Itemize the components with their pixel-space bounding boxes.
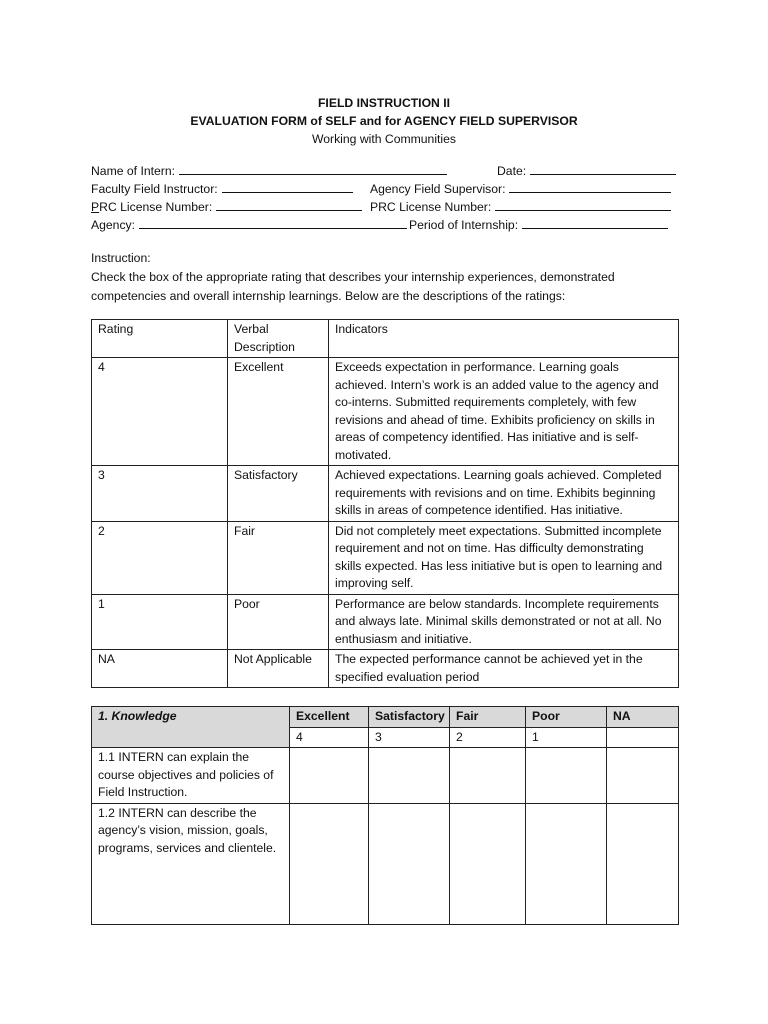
knowledge-item-label: 1.1 INTERN can explain the course objectives and policies of Field Instruction.	[92, 748, 290, 804]
checkbox-poor[interactable]	[526, 748, 607, 804]
checkbox-na[interactable]	[607, 803, 679, 924]
knowledge-item-row	[92, 748, 679, 804]
prc-license-line[interactable]	[216, 198, 362, 211]
rating-table-header-row	[92, 320, 679, 358]
prc-license-2-line[interactable]	[495, 198, 671, 211]
checkbox-excellent[interactable]	[290, 803, 369, 924]
checkbox-satisfactory[interactable]	[369, 748, 450, 804]
score-poor: 1	[526, 727, 607, 748]
score-excellent: 4	[290, 727, 369, 748]
knowledge-evaluation-table	[91, 706, 679, 925]
rating-indicator: Performance are below standards. Incomplete requirements and always late. Minimal skills demonstrated or not at all. No enthusiasm and initiative.	[329, 594, 679, 650]
verbal-description-header: Verbal Description	[228, 320, 329, 358]
prc-license-number-2-field[interactable]	[370, 198, 671, 216]
form-title: FIELD INSTRUCTION II	[317, 96, 451, 110]
rating-indicator: Exceeds expectation in performance. Learning goals achieved. Intern’s work is an added value to the agency and co-interns. Submitted requirements completely, with few revisions and ahead of time. Exhibits proficiency on skills in areas of competency identified. Has initiative and is self-motivated.	[329, 358, 679, 466]
na-column-header: NA	[607, 707, 679, 728]
agency-label: Agency:	[91, 218, 136, 232]
checkbox-fair[interactable]	[450, 748, 526, 804]
knowledge-item-row	[92, 803, 679, 924]
field-row-intern-date	[91, 162, 681, 180]
prc-license-2-label: PRC License Number:	[370, 200, 492, 214]
checkbox-satisfactory[interactable]	[369, 803, 450, 924]
checkbox-poor[interactable]	[526, 803, 607, 924]
satisfactory-column-header: Satisfactory	[369, 707, 450, 728]
date-line[interactable]	[530, 162, 676, 175]
checkbox-excellent[interactable]	[290, 748, 369, 804]
knowledge-section-title: 1. Knowledge	[92, 707, 290, 748]
rating-verbal: Satisfactory	[228, 466, 329, 522]
period-of-internship-field[interactable]	[409, 216, 668, 234]
prc-license-label: RC License Number:	[99, 200, 213, 214]
form-topic: Working with Communities	[311, 132, 457, 146]
excellent-column-header: Excellent	[290, 707, 369, 728]
period-of-internship-label: Period of Internship:	[409, 218, 519, 232]
rating-verbal: Fair	[228, 521, 329, 594]
faculty-field-instructor-field[interactable]	[91, 180, 353, 198]
indicators-header: Indicators	[329, 320, 679, 358]
rating-row	[92, 521, 679, 594]
prc-license-label-initial: P	[91, 200, 100, 214]
rating-value: 4	[92, 358, 228, 466]
field-row-agency-period	[91, 216, 681, 234]
faculty-field-instructor-line[interactable]	[222, 180, 353, 193]
agency-field-supervisor-label: Agency Field Supervisor:	[370, 182, 506, 196]
name-of-intern-field[interactable]	[91, 162, 447, 180]
rating-row	[92, 650, 679, 688]
agency-field-supervisor-field[interactable]	[370, 180, 671, 198]
checkbox-fair[interactable]	[450, 803, 526, 924]
agency-line[interactable]	[139, 216, 407, 229]
date-field[interactable]	[497, 162, 676, 180]
checkbox-na[interactable]	[607, 748, 679, 804]
faculty-field-instructor-label: Faculty Field Instructor:	[91, 182, 218, 196]
rating-indicator: The expected performance cannot be achieved yet in the specified evaluation period	[329, 650, 679, 688]
rating-header: Rating	[92, 320, 228, 358]
name-of-intern-line[interactable]	[179, 162, 447, 175]
poor-column-header: Poor	[526, 707, 607, 728]
rating-value: 2	[92, 521, 228, 594]
period-of-internship-line[interactable]	[522, 216, 668, 229]
form-subtitle: EVALUATION FORM of SELF and for AGENCY FIELD SUPERVISOR	[190, 114, 578, 128]
prc-license-number-field[interactable]	[91, 198, 362, 216]
score-na	[607, 727, 679, 748]
instruction-text-line2: competencies and overall internship learnings. Below are the descriptions of the ratings:	[91, 289, 566, 303]
agency-field-supervisor-line[interactable]	[509, 180, 671, 193]
rating-verbal: Excellent	[228, 358, 329, 466]
agency-field[interactable]	[91, 216, 407, 234]
rating-value: 1	[92, 594, 228, 650]
fair-column-header: Fair	[450, 707, 526, 728]
field-row-instructor-supervisor	[91, 180, 681, 198]
instruction-block	[91, 249, 681, 306]
knowledge-item-label: 1.2 INTERN can describe the agency’s vision, mission, goals, programs, services and clientele.	[92, 803, 290, 924]
rating-row	[92, 358, 679, 466]
field-row-prc-license	[91, 198, 681, 216]
date-label: Date:	[497, 164, 527, 178]
rating-verbal: Poor	[228, 594, 329, 650]
name-of-intern-label: Name of Intern:	[91, 164, 175, 178]
rating-row	[92, 466, 679, 522]
score-satisfactory: 3	[369, 727, 450, 748]
form-title-block	[0, 94, 768, 148]
rating-value: 3	[92, 466, 228, 522]
knowledge-header-row	[92, 707, 679, 728]
rating-indicator: Achieved expectations. Learning goals achieved. Completed requirements with revisions and on time. Exhibits beginning skills in areas of competence identified. Has initiative.	[329, 466, 679, 522]
score-fair: 2	[450, 727, 526, 748]
rating-verbal: Not Applicable	[228, 650, 329, 688]
instruction-text-line1: Check the box of the appropriate rating that describes your internship experiences, demonstrated	[91, 270, 615, 284]
rating-description-table	[91, 319, 679, 688]
rating-indicator: Did not completely meet expectations. Submitted incomplete requirement and not on time. Has difficulty demonstrating skills expected. Has less initiative but is open to learning and improving self.	[329, 521, 679, 594]
rating-row	[92, 594, 679, 650]
rating-value: NA	[92, 650, 228, 688]
instruction-heading: Instruction:	[91, 251, 151, 265]
